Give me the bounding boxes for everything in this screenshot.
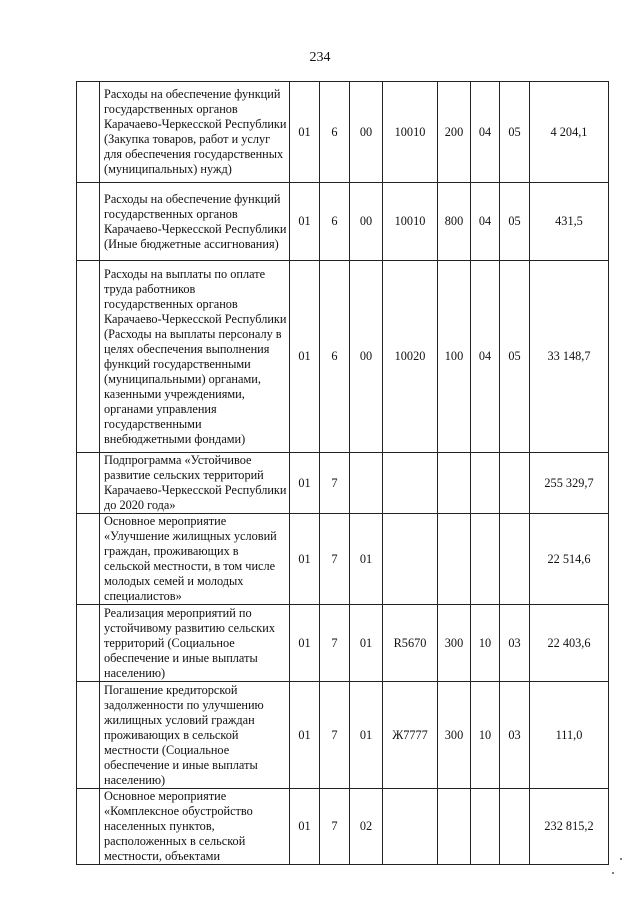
row-code-cell-c2: 7 [320,453,350,514]
row-code-cell-c7: 05 [500,183,530,261]
row-code-cell-c7: 03 [500,605,530,682]
row-code-cell-c1: 01 [290,605,320,682]
row-code-cell-c3: 01 [350,605,383,682]
row-name-cell: Расходы на обеспечение функций государственных органов Карачаево-Черкесской Республики (Закупка товаров, работ и услуг для обеспечения государственных (муниципальных) нужд) [100,82,290,183]
row-code-cell-c1: 01 [290,789,320,865]
row-code-cell-c4 [383,789,438,865]
row-code-cell-c2: 6 [320,261,350,453]
row-code-cell-c4: 10020 [383,261,438,453]
table-row [77,682,609,789]
row-code-cell-c5: 200 [438,82,471,183]
row-code-cell-c3: 00 [350,261,383,453]
row-blank-cell [77,183,100,261]
row-code-cell-c2: 7 [320,605,350,682]
row-code-cell-c3: 02 [350,789,383,865]
table-row [77,789,609,865]
row-name-cell: Расходы на обеспечение функций государственных органов Карачаево-Черкесской Республики (Иные бюджетные ассигнования) [100,183,290,261]
row-code-cell-c6 [471,789,500,865]
row-blank-cell [77,261,100,453]
row-code-cell-c1: 01 [290,682,320,789]
row-name-cell: Реализация мероприятий по устойчивому развитию сельских территорий (Социальное обеспечение и иные выплаты населению) [100,605,290,682]
scan-speck [612,872,614,874]
row-code-cell-c2: 6 [320,183,350,261]
row-name-cell: Подпрограмма «Устойчивое развитие сельских территорий Карачаево-Черкесской Республики до 2020 года» [100,453,290,514]
row-name-cell: Погашение кредиторской задолженности по улучшению жилищных условий граждан проживающих в сельской местности (Социальное обеспечение и иные выплаты населению) [100,682,290,789]
table-row [77,514,609,605]
row-sum-cell: 33 148,7 [530,261,609,453]
row-code-cell-c6: 04 [471,82,500,183]
row-code-cell-c2: 7 [320,514,350,605]
row-code-cell-c2: 6 [320,82,350,183]
row-code-cell-c5: 300 [438,605,471,682]
table-row [77,605,609,682]
scan-speck [620,858,622,860]
row-code-cell-c7: 05 [500,261,530,453]
row-code-cell-c5: 800 [438,183,471,261]
row-code-cell-c4: 10010 [383,82,438,183]
row-code-cell-c7: 03 [500,682,530,789]
row-sum-cell: 431,5 [530,183,609,261]
row-code-cell-c2: 7 [320,682,350,789]
row-code-cell-c4 [383,453,438,514]
row-code-cell-c5 [438,514,471,605]
row-code-cell-c2: 7 [320,789,350,865]
row-code-cell-c1: 01 [290,453,320,514]
row-code-cell-c7 [500,789,530,865]
row-code-cell-c7: 05 [500,82,530,183]
row-code-cell-c5: 100 [438,261,471,453]
row-name-cell: Основное мероприятие «Улучшение жилищных условий граждан, проживающих в сельской местности, в том числе молодых семей и молодых специалистов» [100,514,290,605]
row-sum-cell: 111,0 [530,682,609,789]
table-row [77,183,609,261]
budget-table [76,81,609,865]
row-code-cell-c4 [383,514,438,605]
row-code-cell-c1: 01 [290,514,320,605]
row-code-cell-c7 [500,514,530,605]
row-code-cell-c1: 01 [290,261,320,453]
row-sum-cell: 4 204,1 [530,82,609,183]
row-sum-cell: 22 514,6 [530,514,609,605]
row-code-cell-c4: 10010 [383,183,438,261]
row-name-cell: Расходы на выплаты по оплате труда работников государственных органов Карачаево-Черкесской Республики (Расходы на выплаты персоналу в целях обеспечения выполнения функций государственными (муниципальными) органами, казенными учреждениями, органами управления государственными внебюджетными фондами) [100,261,290,453]
row-code-cell-c5 [438,789,471,865]
row-blank-cell [77,514,100,605]
row-blank-cell [77,82,100,183]
table-row [77,453,609,514]
row-code-cell-c6: 04 [471,261,500,453]
table-row [77,82,609,183]
row-code-cell-c3: 00 [350,82,383,183]
row-code-cell-c6: 04 [471,183,500,261]
row-code-cell-c3 [350,453,383,514]
row-blank-cell [77,605,100,682]
row-code-cell-c7 [500,453,530,514]
row-blank-cell [77,789,100,865]
row-blank-cell [77,682,100,789]
row-code-cell-c4: R5670 [383,605,438,682]
row-code-cell-c6: 10 [471,682,500,789]
row-blank-cell [77,453,100,514]
row-code-cell-c6 [471,453,500,514]
row-code-cell-c1: 01 [290,82,320,183]
row-code-cell-c5 [438,453,471,514]
row-sum-cell: 255 329,7 [530,453,609,514]
row-code-cell-c3: 00 [350,183,383,261]
row-code-cell-c3: 01 [350,514,383,605]
row-code-cell-c6: 10 [471,605,500,682]
row-sum-cell: 232 815,2 [530,789,609,865]
row-code-cell-c5: 300 [438,682,471,789]
row-name-cell: Основное мероприятие «Комплексное обустройство населенных пунктов, расположенных в сельской местности, объектами [100,789,290,865]
row-sum-cell: 22 403,6 [530,605,609,682]
row-code-cell-c3: 01 [350,682,383,789]
page-number: 234 [309,50,331,65]
row-code-cell-c1: 01 [290,183,320,261]
row-code-cell-c4: Ж7777 [383,682,438,789]
table-row [77,261,609,453]
row-code-cell-c6 [471,514,500,605]
